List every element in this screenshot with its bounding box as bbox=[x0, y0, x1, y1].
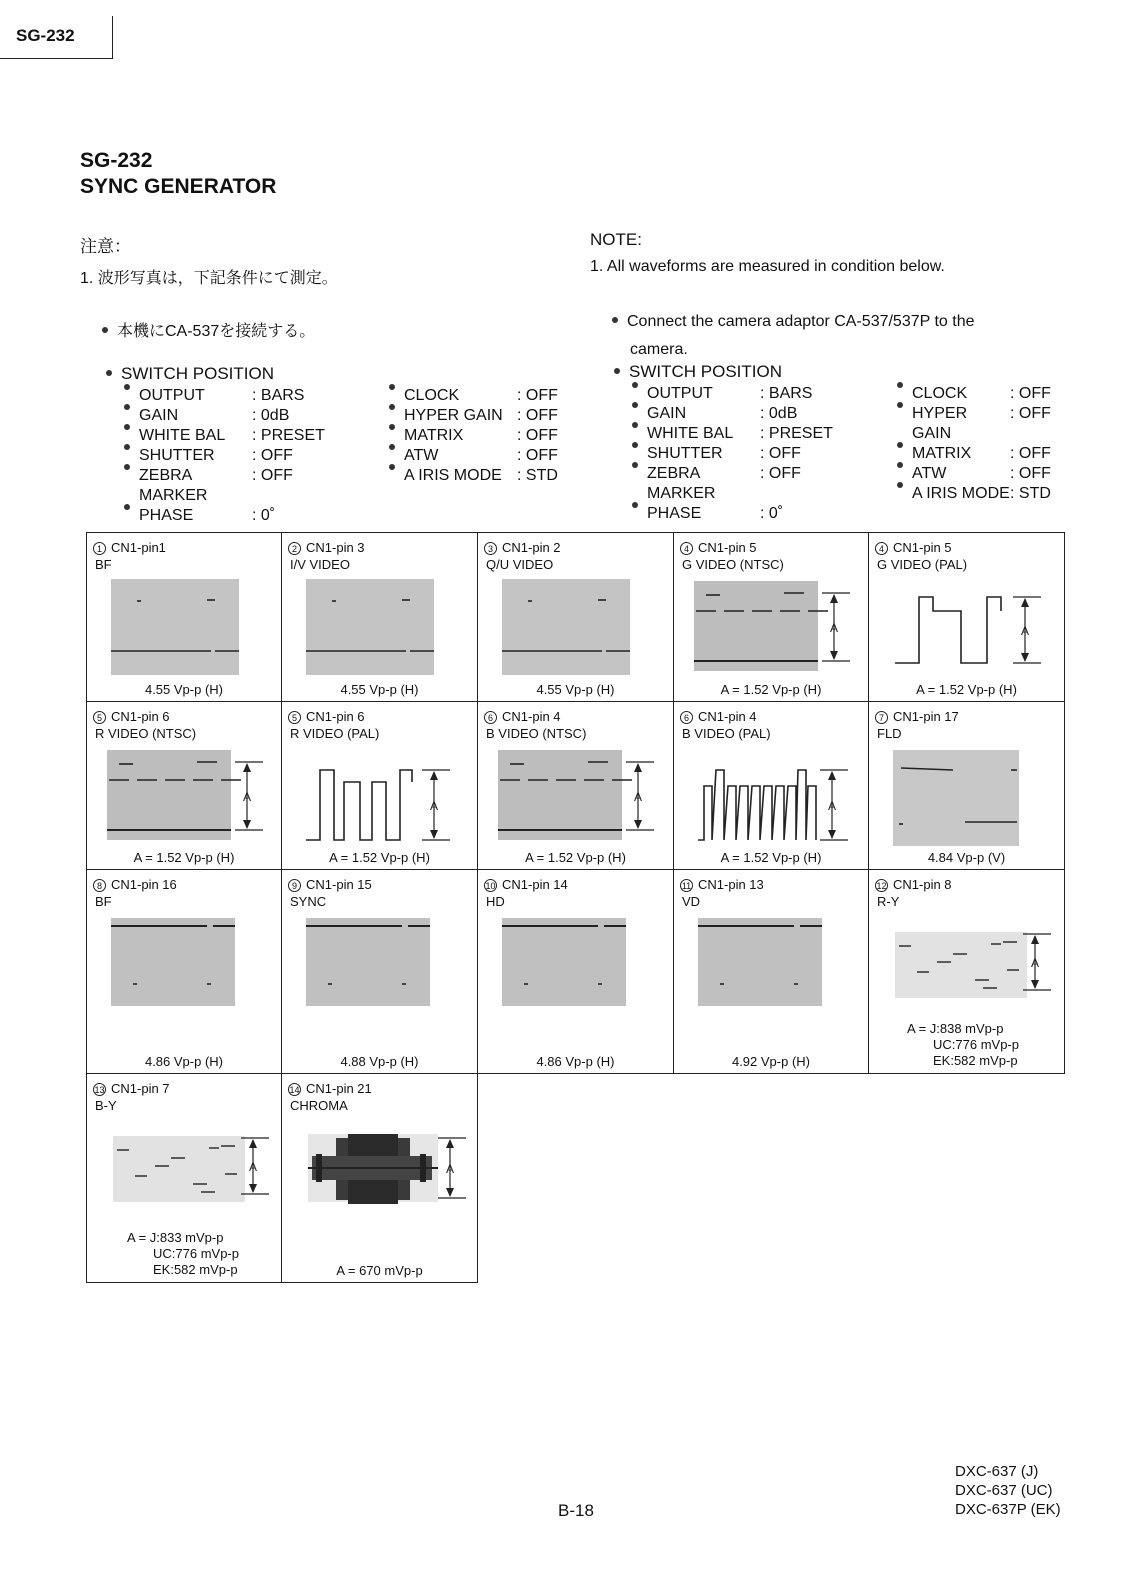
switch-row bbox=[632, 384, 897, 404]
bullet-icon bbox=[124, 384, 130, 390]
waveform-trace bbox=[895, 585, 1045, 669]
switch-row bbox=[389, 446, 558, 466]
bullet-icon bbox=[612, 317, 618, 323]
circled-number: 2 bbox=[288, 542, 301, 555]
switch-value: : OFF bbox=[760, 445, 801, 462]
circled-number: 6 bbox=[484, 711, 497, 724]
switch-value: : OFF bbox=[1010, 405, 1051, 422]
waveform-measurement: 4.55 Vp-p (H) bbox=[144, 682, 224, 697]
waveform-trace bbox=[111, 579, 241, 677]
switch-value: : OFF bbox=[517, 387, 558, 404]
bullet-icon bbox=[124, 464, 130, 470]
switch-value: : 0˚ bbox=[252, 507, 276, 524]
waveform-trace bbox=[306, 579, 436, 677]
waveform-label bbox=[875, 539, 967, 573]
bullet-icon bbox=[614, 368, 620, 374]
switch-value: : OFF bbox=[517, 407, 558, 424]
waveform-label bbox=[93, 1080, 170, 1114]
waveform-label bbox=[484, 876, 568, 910]
switch-key: ATW bbox=[912, 465, 947, 482]
waveform-label bbox=[93, 539, 166, 573]
waveform-trace bbox=[111, 918, 237, 1008]
switch-row bbox=[124, 406, 389, 426]
switch-key: A IRIS MODE bbox=[912, 485, 1010, 502]
waveform-trace bbox=[308, 1134, 468, 1206]
waveform-pin: CN1-pin 5 bbox=[698, 540, 757, 555]
waveform-signal: B VIDEO (NTSC) bbox=[486, 726, 587, 741]
en-note-heading: NOTE: bbox=[590, 230, 642, 249]
circled-number: 7 bbox=[875, 711, 888, 724]
waveform-measurement: 4.88 Vp-p (H) bbox=[340, 1054, 419, 1069]
switch-key: MATRIX bbox=[404, 427, 464, 444]
waveform-pin: CN1-pin 8 bbox=[893, 877, 952, 892]
waveform-cell bbox=[86, 869, 282, 1074]
switch-row bbox=[897, 464, 1051, 484]
waveform-trace bbox=[498, 750, 658, 842]
switch-value: : OFF bbox=[1010, 385, 1051, 402]
en-switch-left bbox=[632, 384, 897, 524]
waveform-pin: CN1-pin 13 bbox=[698, 877, 764, 892]
bullet-icon bbox=[897, 402, 903, 408]
switch-key: HYPER GAIN bbox=[404, 407, 503, 424]
bullet-icon bbox=[389, 444, 395, 450]
bullet-icon bbox=[632, 382, 638, 388]
waveform-measurement: A = 1.52 Vp-p (H) bbox=[133, 850, 235, 865]
waveform-trace bbox=[893, 750, 1021, 848]
waveform-trace bbox=[306, 918, 432, 1008]
measurement-line: EK:582 mVp-p bbox=[933, 1053, 1018, 1068]
title-name: SYNC GENERATOR bbox=[80, 175, 277, 198]
waveform-trace bbox=[698, 918, 824, 1008]
waveform-label bbox=[875, 876, 952, 910]
switch-value: : PRESET bbox=[252, 427, 325, 444]
waveform-cell bbox=[86, 1073, 282, 1283]
waveform-signal: I/V VIDEO bbox=[290, 557, 350, 572]
switch-key: HYPER GAIN bbox=[912, 405, 968, 442]
waveform-signal: VD bbox=[682, 894, 701, 909]
waveform-cell bbox=[477, 869, 674, 1074]
waveform-cell bbox=[868, 869, 1065, 1074]
switch-row bbox=[389, 466, 558, 486]
waveform-pin: CN1-pin 5 bbox=[893, 540, 952, 555]
waveform-trace bbox=[107, 750, 267, 842]
waveform-label bbox=[288, 708, 379, 742]
waveform-cell bbox=[477, 701, 674, 870]
circled-number: 11 bbox=[681, 881, 692, 892]
switch-row bbox=[124, 386, 389, 406]
switch-row bbox=[124, 506, 389, 526]
switch-value: : OFF bbox=[252, 447, 293, 464]
svg-text:A: A bbox=[249, 1160, 258, 1174]
bullet-icon bbox=[389, 384, 395, 390]
switch-key: A IRIS MODE bbox=[404, 467, 502, 484]
waveform-cell bbox=[868, 532, 1065, 702]
switch-row bbox=[632, 444, 897, 464]
measurement-line: EK:582 mVp-p bbox=[153, 1262, 238, 1277]
circled-number: 3 bbox=[484, 542, 497, 555]
switch-key: CLOCK bbox=[404, 387, 460, 404]
en-note-bullet: Connect the camera adaptor CA-537/537P to the camera. bbox=[612, 308, 974, 364]
waveform-measurement bbox=[127, 1230, 239, 1278]
waveform-label bbox=[875, 708, 959, 742]
waveform-measurement: 4.86 Vp-p (H) bbox=[144, 1054, 224, 1069]
model-list bbox=[955, 1462, 1061, 1519]
svg-text:A: A bbox=[830, 621, 839, 635]
switch-key: ZEBRA MARKER bbox=[139, 467, 208, 504]
waveform-label bbox=[288, 876, 372, 910]
waveform-trace bbox=[502, 579, 632, 677]
jp-note-bullet: 本機にCA-537を接続する。 bbox=[102, 318, 338, 341]
switch-row bbox=[124, 426, 389, 446]
waveform-label bbox=[484, 539, 561, 573]
switch-key: WHITE BAL bbox=[139, 427, 226, 444]
en-switch-right bbox=[897, 384, 1051, 524]
switch-value: : PRESET bbox=[760, 425, 833, 442]
switch-key: MATRIX bbox=[912, 445, 972, 462]
switch-key: OUTPUT bbox=[139, 387, 205, 404]
bullet-icon bbox=[124, 444, 130, 450]
waveform-trace bbox=[698, 756, 852, 846]
waveform-measurement: A = 1.52 Vp-p (H) bbox=[329, 850, 430, 865]
waveform-pin: CN1-pin 3 bbox=[306, 540, 365, 555]
waveform-pin: CN1-pin1 bbox=[111, 540, 166, 555]
measurement-line: A = J:833 mVp-p bbox=[127, 1230, 224, 1245]
waveform-cell bbox=[673, 701, 869, 870]
waveform-signal: G VIDEO (NTSC) bbox=[682, 557, 784, 572]
waveform-pin: CN1-pin 6 bbox=[306, 709, 365, 724]
bullet-icon bbox=[897, 382, 903, 388]
waveform-measurement: A = 1.52 Vp-p (H) bbox=[720, 850, 822, 865]
waveform-signal: R VIDEO (PAL) bbox=[290, 726, 380, 741]
svg-text:A: A bbox=[446, 1162, 455, 1176]
measurement-line: UC:776 mVp-p bbox=[933, 1037, 1019, 1052]
switch-key: SHUTTER bbox=[139, 447, 215, 464]
switch-value: : 0dB bbox=[252, 407, 290, 424]
switch-key: PHASE bbox=[647, 505, 702, 522]
waveform-pin: CN1-pin 6 bbox=[111, 709, 170, 724]
waveform-trace bbox=[113, 1136, 273, 1206]
switch-value: : OFF bbox=[1010, 445, 1051, 462]
waveform-cell bbox=[86, 532, 282, 702]
switch-value: : OFF bbox=[760, 465, 801, 482]
section-tab-label: SG-232 bbox=[16, 26, 75, 45]
switch-value: : OFF bbox=[252, 467, 293, 484]
waveform-signal: B VIDEO (PAL) bbox=[682, 726, 771, 741]
model-uc: DXC-637 (UC) bbox=[955, 1482, 1053, 1499]
bullet-icon bbox=[124, 404, 130, 410]
waveform-signal: HD bbox=[486, 894, 505, 909]
waveform-cell bbox=[868, 701, 1065, 870]
bullet-icon bbox=[632, 422, 638, 428]
waveform-signal: G VIDEO (PAL) bbox=[877, 557, 968, 572]
waveform-signal: Q/U VIDEO bbox=[486, 557, 554, 572]
measurement-line: A = J:838 mVp-p bbox=[907, 1021, 1004, 1036]
waveform-measurement: 4.55 Vp-p (H) bbox=[536, 682, 615, 697]
switch-value: : BARS bbox=[252, 387, 305, 404]
en-switch-title: SWITCH POSITION bbox=[614, 362, 1051, 382]
switch-value: : OFF bbox=[517, 427, 558, 444]
waveform-label bbox=[93, 876, 177, 910]
switch-key: PHASE bbox=[139, 507, 194, 524]
bullet-icon bbox=[102, 327, 108, 333]
jp-note-item: 1. 波形写真は，下記条件にて測定。 bbox=[80, 270, 338, 287]
en-switch-position bbox=[614, 362, 1051, 524]
en-note bbox=[590, 230, 974, 364]
waveform-measurement: A = 1.52 Vp-p (H) bbox=[720, 682, 822, 697]
waveform-trace bbox=[895, 932, 1055, 1002]
switch-row bbox=[897, 444, 1051, 464]
waveform-cell bbox=[477, 532, 674, 702]
model-ek: DXC-637P (EK) bbox=[955, 1501, 1061, 1518]
jp-switch-left bbox=[124, 386, 389, 526]
switch-value: : OFF bbox=[517, 447, 558, 464]
svg-text:A: A bbox=[634, 790, 643, 804]
waveform-pin: CN1-pin 7 bbox=[111, 1081, 170, 1096]
switch-row bbox=[389, 386, 558, 406]
waveform-pin: CN1-pin 17 bbox=[893, 709, 959, 724]
bullet-icon bbox=[897, 482, 903, 488]
waveform-label bbox=[680, 708, 771, 742]
waveform-pin: CN1-pin 15 bbox=[306, 877, 372, 892]
switch-value: : 0˚ bbox=[760, 505, 784, 522]
circled-number: 8 bbox=[93, 879, 106, 892]
switch-key: ATW bbox=[404, 447, 439, 464]
switch-row bbox=[632, 504, 897, 524]
waveform-label bbox=[680, 876, 764, 910]
circled-number: 1 bbox=[93, 542, 106, 555]
svg-text:A: A bbox=[1031, 956, 1040, 970]
waveform-cell bbox=[281, 532, 478, 702]
measurement-line: UC:776 mVp-p bbox=[153, 1246, 239, 1261]
circled-number: 13 bbox=[94, 1085, 105, 1096]
waveform-signal: R VIDEO (NTSC) bbox=[95, 726, 197, 741]
waveform-label bbox=[680, 539, 784, 573]
section-tab bbox=[0, 16, 113, 59]
bullet-icon bbox=[124, 424, 130, 430]
waveform-cell bbox=[281, 701, 478, 870]
switch-value: : OFF bbox=[1010, 465, 1051, 482]
switch-key: SHUTTER bbox=[647, 445, 723, 462]
switch-row bbox=[124, 466, 389, 506]
waveform-measurement: 4.86 Vp-p (H) bbox=[536, 1054, 615, 1069]
waveform-cell bbox=[281, 869, 478, 1074]
svg-text:A: A bbox=[828, 799, 837, 813]
bullet-icon bbox=[632, 502, 638, 508]
circled-number: 5 bbox=[93, 711, 106, 724]
circled-number: 6 bbox=[680, 711, 693, 724]
waveform-measurement bbox=[907, 1021, 1019, 1069]
circled-number: 9 bbox=[288, 879, 301, 892]
switch-key: GAIN bbox=[647, 405, 687, 422]
switch-key: OUTPUT bbox=[647, 385, 713, 402]
waveform-signal: BF bbox=[95, 557, 112, 572]
circled-number: 4 bbox=[680, 542, 693, 555]
switch-key: GAIN bbox=[139, 407, 179, 424]
waveform-trace bbox=[502, 918, 628, 1008]
waveform-signal: SYNC bbox=[290, 894, 327, 909]
switch-key: CLOCK bbox=[912, 385, 968, 402]
waveform-cell bbox=[86, 701, 282, 870]
switch-row bbox=[632, 464, 897, 504]
waveform-trace bbox=[306, 756, 456, 846]
waveform-pin: CN1-pin 21 bbox=[306, 1081, 372, 1096]
switch-row bbox=[897, 384, 1051, 404]
bullet-icon bbox=[632, 402, 638, 408]
waveform-signal: BF bbox=[95, 894, 112, 909]
waveform-pin: CN1-pin 4 bbox=[502, 709, 561, 724]
switch-row bbox=[124, 446, 389, 466]
switch-value: : STD bbox=[1010, 485, 1051, 502]
bullet-icon bbox=[632, 442, 638, 448]
bullet-icon bbox=[389, 404, 395, 410]
switch-row bbox=[632, 424, 897, 444]
bullet-icon bbox=[389, 464, 395, 470]
waveform-signal: CHROMA bbox=[290, 1098, 348, 1113]
waveform-label bbox=[288, 1080, 372, 1114]
bullet-icon bbox=[632, 462, 638, 468]
waveform-measurement: A = 1.52 Vp-p (H) bbox=[525, 850, 626, 865]
switch-value: : BARS bbox=[760, 385, 813, 402]
bullet-icon bbox=[106, 370, 112, 376]
waveform-label bbox=[288, 539, 365, 573]
circled-number: 14 bbox=[289, 1085, 300, 1096]
waveform-signal: FLD bbox=[877, 726, 902, 741]
waveform-pin: CN1-pin 2 bbox=[502, 540, 561, 555]
waveform-measurement: 4.55 Vp-p (H) bbox=[340, 682, 419, 697]
waveform-measurement: 4.92 Vp-p (H) bbox=[731, 1054, 811, 1069]
switch-row bbox=[897, 404, 1051, 444]
circled-number: 4 bbox=[875, 542, 888, 555]
waveform-pin: CN1-pin 4 bbox=[698, 709, 757, 724]
switch-value: : 0dB bbox=[760, 405, 798, 422]
circled-number: 12 bbox=[876, 881, 887, 892]
waveform-measurement: A = 1.52 Vp-p (H) bbox=[916, 682, 1017, 697]
switch-key: ZEBRA MARKER bbox=[647, 465, 716, 502]
svg-text:A: A bbox=[1021, 624, 1030, 638]
jp-switch-position bbox=[106, 364, 558, 526]
jp-note-heading: 注意： bbox=[80, 237, 131, 256]
switch-row bbox=[389, 426, 558, 446]
waveform-cell bbox=[673, 532, 869, 702]
svg-text:A: A bbox=[430, 799, 439, 813]
model-j: DXC-637 (J) bbox=[955, 1463, 1039, 1480]
switch-row bbox=[632, 404, 897, 424]
waveform-label bbox=[484, 708, 586, 742]
switch-key: WHITE BAL bbox=[647, 425, 734, 442]
waveform-measurement: 4.84 Vp-p (V) bbox=[927, 850, 1006, 865]
waveform-trace bbox=[694, 581, 854, 673]
waveform-measurement: A = 670 mVp-p bbox=[336, 1263, 423, 1278]
jp-note bbox=[80, 232, 338, 341]
page-title bbox=[80, 148, 276, 200]
waveform-signal: B-Y bbox=[95, 1098, 117, 1113]
page-number: B-18 bbox=[558, 1501, 594, 1520]
jp-switch-right bbox=[389, 386, 558, 526]
circled-number: 5 bbox=[288, 711, 301, 724]
switch-row bbox=[389, 406, 558, 426]
bullet-icon bbox=[124, 504, 130, 510]
bullet-icon bbox=[897, 442, 903, 448]
title-model: SG-232 bbox=[80, 149, 153, 172]
waveform-label bbox=[93, 708, 196, 742]
switch-value: : STD bbox=[517, 467, 558, 484]
waveform-cell bbox=[281, 1073, 478, 1283]
jp-switch-title: SWITCH POSITION bbox=[106, 364, 558, 384]
waveform-cell bbox=[673, 869, 869, 1074]
waveform-pin: CN1-pin 14 bbox=[502, 877, 568, 892]
switch-row bbox=[897, 484, 1051, 504]
waveform-signal: R-Y bbox=[877, 894, 900, 909]
circled-number: 10 bbox=[485, 881, 496, 892]
bullet-icon bbox=[389, 424, 395, 430]
waveform-pin: CN1-pin 16 bbox=[111, 877, 177, 892]
svg-text:A: A bbox=[243, 790, 252, 804]
bullet-icon bbox=[897, 462, 903, 468]
en-note-item: 1. All waveforms are measured in condition below. bbox=[590, 258, 945, 275]
